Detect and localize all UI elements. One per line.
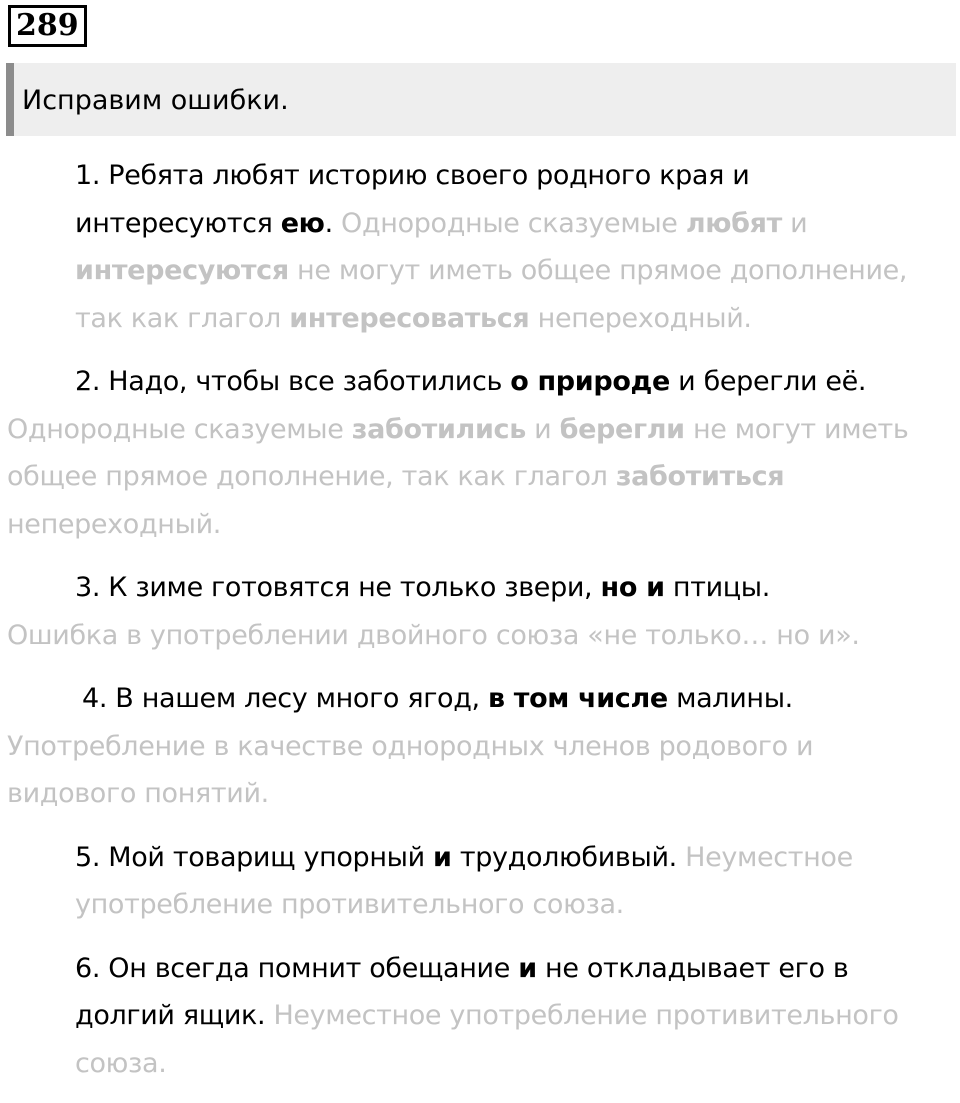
corrected-sentence-end: .: [324, 207, 333, 239]
sentence-text: 4. В нашем лесу много ягод,: [82, 683, 488, 714]
task-title: Исправим ошибки.: [22, 85, 289, 116]
corrected-sentence: [7, 358, 927, 406]
answer-list: [7, 152, 927, 1103]
answer-item-3: [7, 564, 927, 659]
explanation: Неуместное употребление противительного союза.: [75, 841, 853, 920]
highlighted-correction: но и: [600, 572, 665, 603]
explanation: Употребление в качестве однородных членов родового и видового понятий.: [7, 730, 814, 809]
answer-item-1: [7, 152, 927, 342]
explanation-text: Однородные сказуемые: [7, 413, 352, 445]
answer-paragraph: [7, 945, 927, 1088]
explanation-text: непереходный.: [529, 302, 752, 334]
explanation: [7, 406, 927, 549]
highlighted-correction: о природе: [510, 366, 670, 397]
explanation-text: и: [781, 207, 808, 239]
answer-item-5: [7, 834, 927, 929]
sentence-text: 6. Он всегда помнит обещание: [75, 952, 519, 984]
answer-item-6: [7, 945, 927, 1088]
sentence-text: трудолюбивый.: [451, 841, 677, 873]
sentence-text: 3. К зиме готовятся не только звери,: [75, 572, 601, 603]
corrected-sentence: [7, 675, 927, 723]
explanation-text: не могут иметь общее прямое дополнение, так как глагол: [7, 413, 909, 492]
corrected-sentence: 1. Ребята любят историю своего родного края и интересуются: [75, 160, 750, 239]
sentence-text: 5. Мой товарищ упорный: [75, 841, 434, 873]
answer-paragraph: [7, 834, 927, 929]
sentence-text: 2. Надо, чтобы все заботились: [75, 366, 511, 397]
highlighted-correction: в том числе: [488, 683, 668, 714]
explanation-text: непереходный.: [7, 508, 221, 540]
explanation-term: интересуются: [75, 255, 289, 286]
answer-item-4: [7, 675, 927, 818]
explanation: Ошибка в употреблении двойного союза «не только… но и».: [7, 619, 860, 651]
sentence-text: не откладывает его в долгий ящик.: [75, 952, 849, 1031]
answer-paragraph: [7, 152, 927, 342]
highlighted-correction: ею: [280, 207, 325, 239]
explanation: Неуместное употребление противительного союза.: [75, 1000, 899, 1079]
sentence-text: птицы.: [664, 572, 770, 603]
explanation-term: интересоваться: [289, 302, 530, 334]
highlighted-correction: и: [518, 952, 537, 984]
sentence-text: малины.: [667, 683, 793, 714]
sentence-text: и берегли её.: [669, 366, 867, 397]
answer-item-2: [7, 358, 927, 548]
corrected-sentence: [7, 564, 927, 612]
task-header: [6, 63, 956, 136]
explanation-term: заботиться: [615, 461, 785, 492]
exercise-number-badge: 289: [8, 5, 87, 47]
explanation-text: и: [525, 413, 560, 445]
explanation-text: не могут иметь общее прямое дополнение, так как глагол: [75, 255, 908, 334]
explanation-term: заботились: [351, 413, 526, 445]
highlighted-correction: и: [433, 841, 452, 873]
explanation-term: берегли: [559, 413, 685, 445]
explanation-term: любят: [685, 207, 782, 239]
explanation-text: Однородные сказуемые: [332, 207, 686, 239]
